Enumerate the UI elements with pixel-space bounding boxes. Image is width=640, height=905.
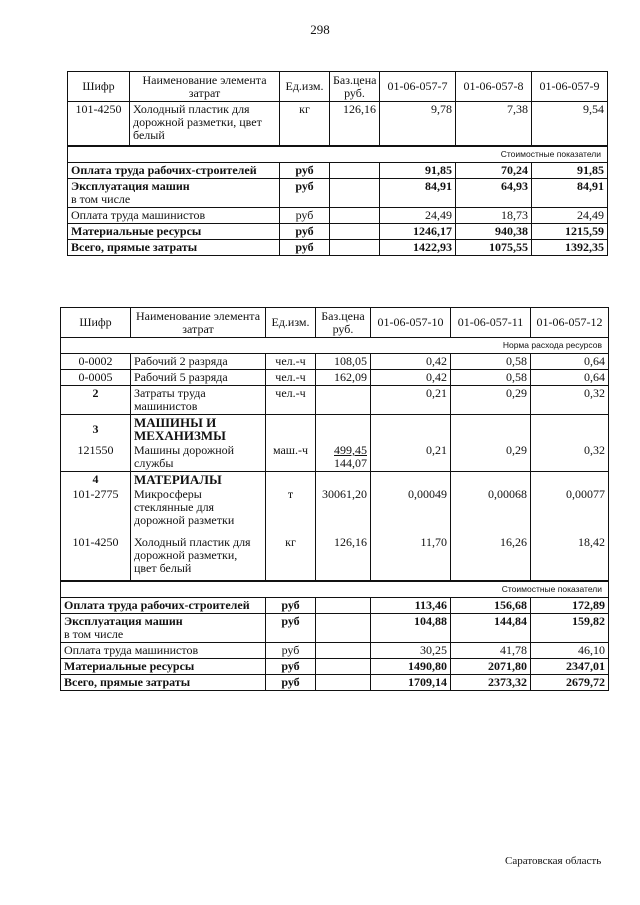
header-col-1: 01-06-057-10 bbox=[371, 308, 451, 338]
norm-section-label: Норма расхода ресурсов bbox=[61, 338, 609, 354]
table-row: Всего, прямые затраты руб 1709,14 2373,32 2679,72 bbox=[61, 675, 609, 691]
header-code: Шифр bbox=[68, 72, 130, 102]
header-unit: Ед.изм. bbox=[266, 308, 316, 338]
table-row: Оплата труда рабочих-строителей руб 113,46 156,68 172,89 bbox=[61, 598, 609, 614]
header-col-2: 01-06-057-11 bbox=[451, 308, 531, 338]
table-row: Эксплуатация машин в том числе руб 84,91 64,93 84,91 bbox=[68, 178, 608, 207]
header-col-3: 01-06-057-12 bbox=[531, 308, 609, 338]
materials-section: 4 МАТЕРИАЛЫ bbox=[61, 472, 609, 488]
cost-table-2 bbox=[60, 307, 609, 691]
table-row: Всего, прямые затраты руб 1422,93 1075,55 1392,35 bbox=[68, 239, 608, 255]
header-price: Баз.цена руб. bbox=[330, 72, 380, 102]
cost-section-label: Стоимостные показатели bbox=[61, 581, 609, 598]
table-row: Материальные ресурсы руб 1490,80 2071,80 2347,01 bbox=[61, 659, 609, 675]
table-row: Оплата труда рабочих-строителей руб 91,85 70,24 91,85 bbox=[68, 162, 608, 178]
header-col-2: 01-06-057-8 bbox=[456, 72, 532, 102]
table-row: 101-4250 Холодный пластик для дорожной разметки, цвет белый кг 126,16 9,78 7,38 9,54 bbox=[68, 102, 608, 146]
table-row: 2 Затраты труда машинистов чел.-ч 0,21 0,29 0,32 bbox=[61, 386, 609, 415]
table-row: 101-4250 Холодный пластик для дорожной разметки, цвет белый кг 126,16 11,70 16,26 18,42 bbox=[61, 535, 609, 581]
header-price: Баз.цена руб. bbox=[316, 308, 371, 338]
machines-section: 3 МАШИНЫ И МЕХАНИЗМЫ bbox=[61, 415, 609, 444]
cost-table-1 bbox=[67, 71, 608, 256]
table-row: Материальные ресурсы руб 1246,17 940,38 1215,59 bbox=[68, 223, 608, 239]
header-col-3: 01-06-057-9 bbox=[532, 72, 608, 102]
table-row: Оплата труда машинистов руб 24,49 18,73 24,49 bbox=[68, 207, 608, 223]
header-unit: Ед.изм. bbox=[280, 72, 330, 102]
header-name: Наименование элемента затрат bbox=[130, 72, 280, 102]
table-row: 101-2775 Микросферы стеклянные для дорожной разметки т 30061,20 0,00049 0,00068 0,00077 bbox=[61, 487, 609, 535]
table-row: Оплата труда машинистов руб 30,25 41,78 46,10 bbox=[61, 643, 609, 659]
table-row: 0-0002 Рабочий 2 разряда чел.-ч 108,05 0,42 0,58 0,64 bbox=[61, 354, 609, 370]
region-footer: Саратовская область bbox=[505, 855, 602, 867]
page-number: 298 bbox=[310, 22, 330, 37]
header-name: Наименование элемента затрат bbox=[131, 308, 266, 338]
table-row: Эксплуатация машин в том числе руб 104,88 144,84 159,82 bbox=[61, 614, 609, 643]
header-code: Шифр bbox=[61, 308, 131, 338]
table-row: 121550 Машины дорожной службы маш.-ч 499,45 144,07 0,21 0,29 0,32 bbox=[61, 443, 609, 472]
cost-section-label: Стоимостные показатели bbox=[68, 146, 608, 163]
header-col-1: 01-06-057-7 bbox=[380, 72, 456, 102]
table-row: 0-0005 Рабочий 5 разряда чел.-ч 162,09 0,42 0,58 0,64 bbox=[61, 370, 609, 386]
